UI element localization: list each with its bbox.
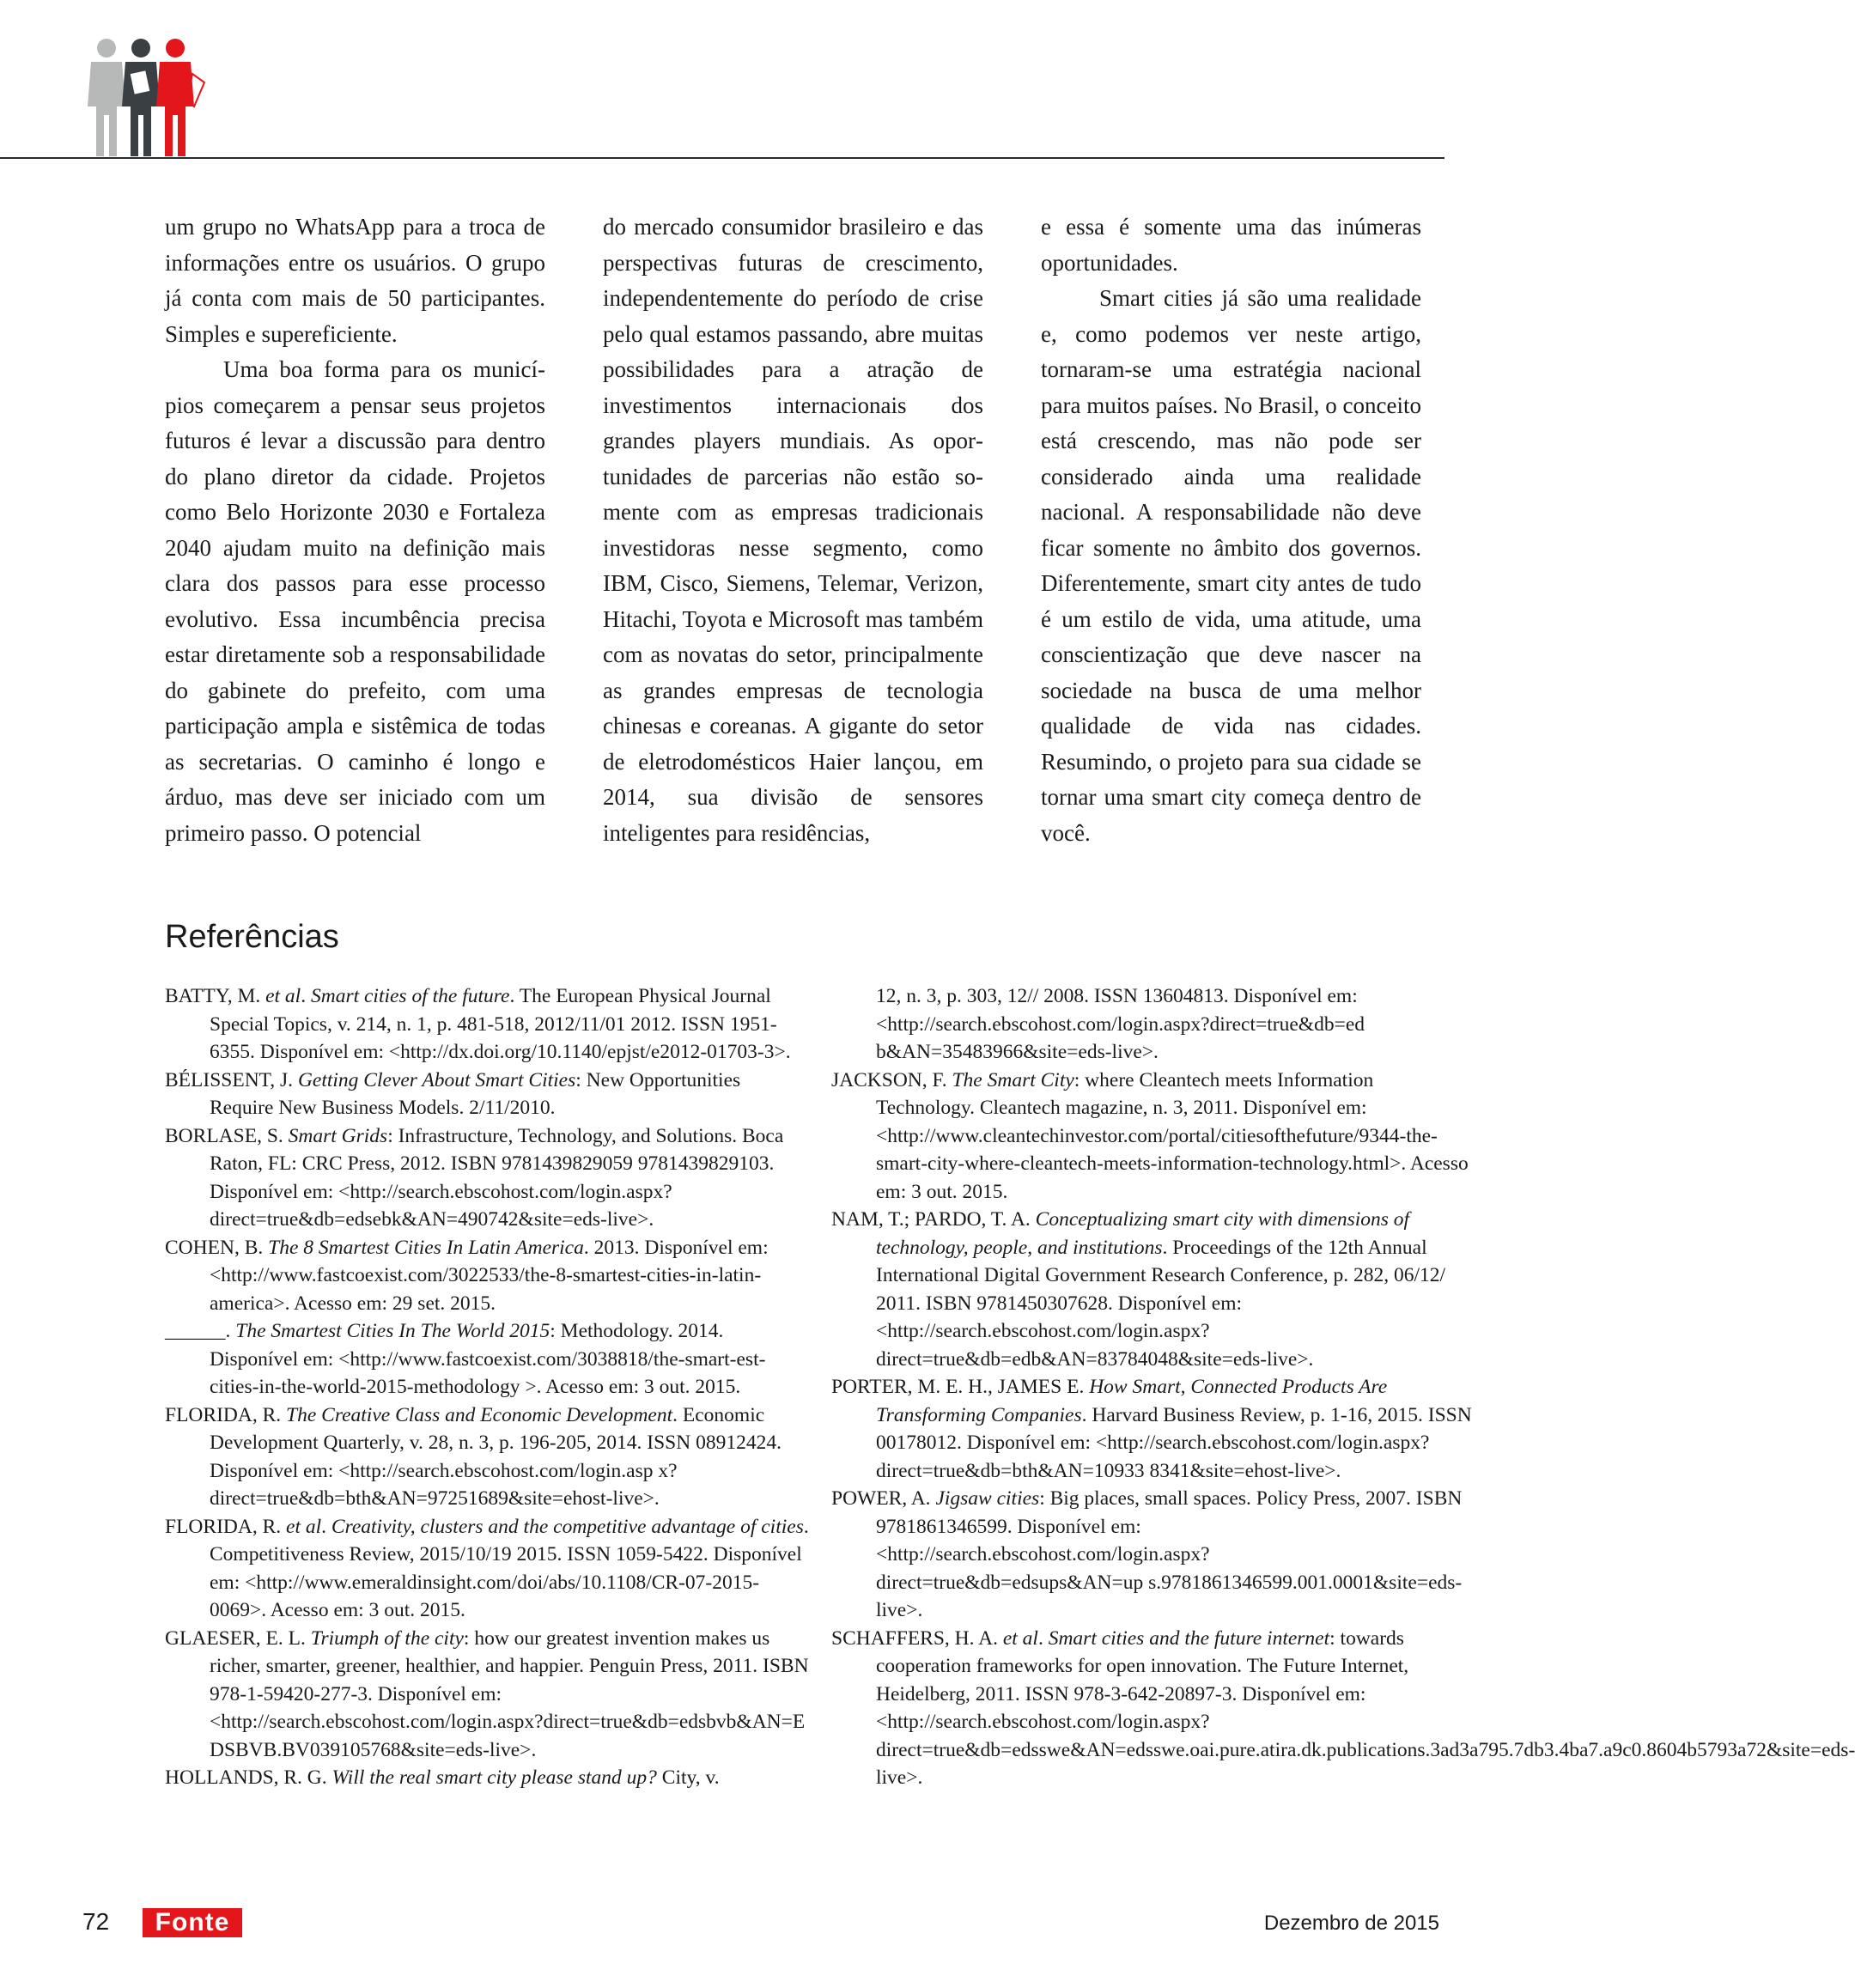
- reference-text: .: [321, 1515, 331, 1538]
- article-column-3: [1041, 210, 1421, 851]
- reference-text: SCHAFFERS, H. A.: [831, 1626, 1003, 1650]
- reference-title: Jigsaw cities: [935, 1487, 1040, 1510]
- paragraph: Uma boa forma para os municípios começarem a pensar seus projetos futuros é levar a discussão para dentro do plano diretor da cidade. Projetos como Belo Horizonte 2030 e Fortaleza 2040 ajudam muito na definição mais clara dos passos para esse processo evolutivo. Essa incumbência precisa estar diretamente sob a responsabilidade do gabinete do prefeito, com uma participação ampla e sistêmica de todas as secretarias. O caminho é longo e árduo, mas deve ser iniciado com um primeiro passo. O potencial: [165, 356, 545, 846]
- gray-figure-icon: [88, 39, 125, 156]
- reference-text: . The European Physical Journal Special Topics, v. 214, n. 1, p. 481-518, 2012/11/01 2012. ISSN 1951-6355. Disponível em: <http://dx.doi.org/10.1140/epjst/e2012-01703-3>.: [210, 985, 791, 1063]
- reference-text: : Infrastructure, Technology, and Solutions. Boca Raton, FL: CRC Press, 2012. ISBN 9781439829059 9781439829103. Disponível em: <http://search.ebscohost.com/login.aspx?direct=true&db=edsebk&AN=490742&site=eds-live>.: [210, 1124, 784, 1231]
- page-number: 72: [82, 1908, 110, 1935]
- reference-text: FLORIDA, R.: [165, 1403, 287, 1426]
- reference-text: JACKSON, F.: [831, 1068, 952, 1091]
- article-column-2: [603, 210, 983, 851]
- reference-title: The Creative Class and Economic Development: [286, 1403, 673, 1426]
- reference-title: et al: [265, 985, 301, 1007]
- reference-text: : Big places, small spaces. Policy Press, 2007. ISBN 9781861346599. Disponível em: <http://search.ebscohost.com/login.aspx?direct=true&db=edsups&AN=up s.9781861346599.001.0001&site=eds-live>.: [876, 1487, 1463, 1621]
- reference-text: . Competitiveness Review, 2015/10/19 2015. ISSN 1059-5422. Disponível em: <http://www.emeraldinsight.com/doi/abs/10.1108/CR-07-2015-0069>. Acesso em: 3 out. 2015.: [210, 1515, 809, 1621]
- reference-continuation: 12, n. 3, p. 303, 12// 2008. ISSN 13604813. Disponível em: <http://search.ebscohost.com/login.aspx?direct=true&db=ed b&AN=35483966&site=eds-live>.: [876, 985, 1365, 1063]
- magazine-logo: Fonte: [143, 1908, 242, 1937]
- reference-text: . Proceedings of the 12th Annual International Digital Government Research Conference, p. 282, 06/12/ 2011. ISBN 9781450307628. Disponível em: <http://search.ebscohost.com/login.aspx?direct=true&db=edb&AN=83784048&site=eds-live>.: [876, 1236, 1446, 1371]
- reference-text: BÉLISSENT, J.: [165, 1068, 298, 1091]
- paragraph: e essa é somente uma das inúmeras oportunidades.: [1041, 214, 1421, 276]
- reference-entry: [165, 982, 809, 1067]
- reference-text: COHEN, B.: [165, 1236, 269, 1259]
- header-rule: [0, 157, 1444, 159]
- reference-text: FLORIDA, R.: [165, 1515, 287, 1538]
- reference-text: . 2013. Disponível em: <http://www.fastcoexist.com/3022533/the-8-smartest-cities-in-latin-america>. Acesso em: 29 set. 2015.: [210, 1236, 769, 1315]
- reference-title: Conceptualizing smart city with dimensions of technology, people, and institutions: [876, 1208, 1410, 1259]
- reference-entry: [165, 1625, 809, 1765]
- reference-entry: [165, 1317, 809, 1401]
- reference-text: NAM, T.; PARDO, T. A.: [831, 1208, 1036, 1231]
- reference-title: Will the real smart city please stand up?: [331, 1766, 657, 1789]
- reference-text: HOLLANDS, R. G.: [165, 1766, 332, 1789]
- reference-entry: [165, 1764, 809, 1792]
- reference-text: . Economic Development Quarterly, v. 28, n. 3, p. 196-205, 2014. ISSN 08912424. Disponível em: <http://search.ebscohost.com/login.asp x?direct=true&db=bth&AN=97251689&site=ehost-live>.: [210, 1403, 782, 1510]
- reference-entry: [165, 1067, 809, 1122]
- reference-title: The Smartest Cities In The World 2015: [235, 1320, 550, 1342]
- reference-title: Smart cities of the future: [310, 985, 510, 1007]
- reference-title: et al: [1002, 1626, 1038, 1650]
- reference-text: .: [301, 985, 311, 1007]
- reference-entry: [831, 1067, 1475, 1207]
- red-figure-icon: [156, 39, 204, 156]
- reference-text: : where Cleantech meets Information Technology. Cleantech magazine, n. 3, 2011. Disponível em: <http://www.cleantechinvestor.com/portal/citiesofthefuture/9344-the-smart-city-where-cleantech-meets-information-technology.html>. Acesso em: 3 out. 2015.: [876, 1068, 1469, 1203]
- reference-entry: [165, 1122, 809, 1234]
- reference-entry: [165, 1513, 809, 1625]
- reference-title: How Smart, Connected Products Are Transforming Companies: [876, 1376, 1388, 1426]
- reference-text: POWER, A.: [831, 1487, 936, 1510]
- paragraph: do mercado consumidor brasileiro e das perspectivas futuras de crescimento, independentemente do período de crise pelo qual estamos passando, abre muitas possibilidades para a atração de investimentos internacionais dos grandes players mundiais. As oportunidades de parcerias não estão somente com as empresas tradicionais investidoras nesse segmento, como IBM, Cisco, Siemens, Telemar, Verizon, Hitachi, Toyota e Microsoft mas também com as novatas do setor, principalmente as grandes empresas de tecnologia chinesas e coreanas. A gigante do setor de eletrodomésticos Haier lançou, em 2014, sua divisão de sensores inteligentes para residências,: [603, 214, 984, 846]
- reference-text: : Methodology. 2014. Disponível em: <http://www.fastcoexist.com/3038818/the-smart-est-cities-in-the-world-2015-methodology >. Acesso em: 3 out. 2015.: [210, 1320, 766, 1398]
- reference-title: The 8 Smartest Cities In Latin America: [268, 1236, 584, 1259]
- reference-entry: [831, 1485, 1475, 1625]
- reference-text: ______.: [165, 1320, 236, 1342]
- issue-date: Dezembro de 2015: [1263, 1912, 1439, 1935]
- reference-entry: [831, 1625, 1855, 1792]
- paragraph: Smart cities já são uma realidade e, como podemos ver neste artigo, tornaram-se uma estratégia nacional para muitos países. No Brasil, o conceito está crescendo, mas não pode ser considerado ainda uma realidade nacional. A responsabilidade não deve ficar somente no âmbito dos governos. Diferentemente, smart city antes de tudo é um estilo de vida, uma atitude, uma conscientização que deve nascer na sociedade na busca de uma melhor qualidade de vida nas cidades. Resumindo, o projeto para sua cidade se tornar uma smart city começa dentro de você.: [1041, 285, 1421, 846]
- reference-text: BATTY, M.: [165, 985, 266, 1007]
- reference-text: .: [1037, 1626, 1049, 1650]
- reference-text: : towards cooperation frameworks for open innovation. The Future Internet, Heidelberg, 2011. ISSN 978-3-642-20897-3. Disponível em: <http://search.ebscohost.com/login.aspx?direct=true&db=edsswe&AN=edsswe.oai.pure.atira.dk.publications.3ad3a795.7db3.4ba7.a9c0.8604b5793a72&site=eds-live>.: [876, 1626, 1855, 1789]
- reference-title: Smart cities and the future internet: [1048, 1626, 1330, 1650]
- reference-entry: [831, 1373, 1475, 1485]
- references-right-column: [831, 982, 1855, 1792]
- header-figures-logo: [82, 38, 213, 158]
- reference-text: : New Opportunities Require New Business Models. 2/11/2010.: [210, 1068, 741, 1119]
- references-left-column: [165, 982, 809, 1792]
- reference-title: Creativity, clusters and the competitive advantage of cities: [331, 1515, 804, 1538]
- reference-entry: [165, 1401, 809, 1513]
- reference-title: The Smart City: [952, 1068, 1074, 1091]
- reference-text: : how our greatest invention makes us richer, smarter, greener, healthier, and happier. Penguin Press, 2011. ISBN 978-1-59420-277-3. Disponível em: <http://search.ebscohost.com/login.aspx?direct=true&db=edsbvb&AN=E DSBVB.BV039105768&site=eds-live>.: [210, 1626, 809, 1761]
- reference-text: GLAESER, E. L.: [165, 1626, 311, 1650]
- reference-title: Getting Clever About Smart Cities: [297, 1068, 576, 1091]
- dark-figure-icon: [122, 39, 160, 156]
- reference-title: Smart Grids: [288, 1124, 388, 1147]
- references-heading: Referências: [165, 919, 339, 955]
- reference-text: BORLASE, S.: [165, 1124, 289, 1147]
- article-column-1: [165, 210, 545, 851]
- reference-title: Triumph of the city: [310, 1626, 464, 1650]
- reference-entry: [165, 1234, 809, 1318]
- reference-text: . Harvard Business Review, p. 1-16, 2015. ISSN 00178012. Disponível em: <http://search.ebscohost.com/login.aspx?direct=true&db=bth&AN=10933 8341&site=ehost-live>.: [876, 1403, 1472, 1482]
- paragraph: um grupo no WhatsApp para a troca de informações entre os usuários. O grupo já conta com mais de 50 participantes. Simples e supereficiente.: [165, 214, 545, 347]
- reference-text: City, v.: [656, 1766, 720, 1789]
- reference-title: et al: [286, 1515, 322, 1538]
- reference-text: PORTER, M. E. H., JAMES E.: [831, 1376, 1090, 1398]
- reference-entry: [831, 1206, 1475, 1373]
